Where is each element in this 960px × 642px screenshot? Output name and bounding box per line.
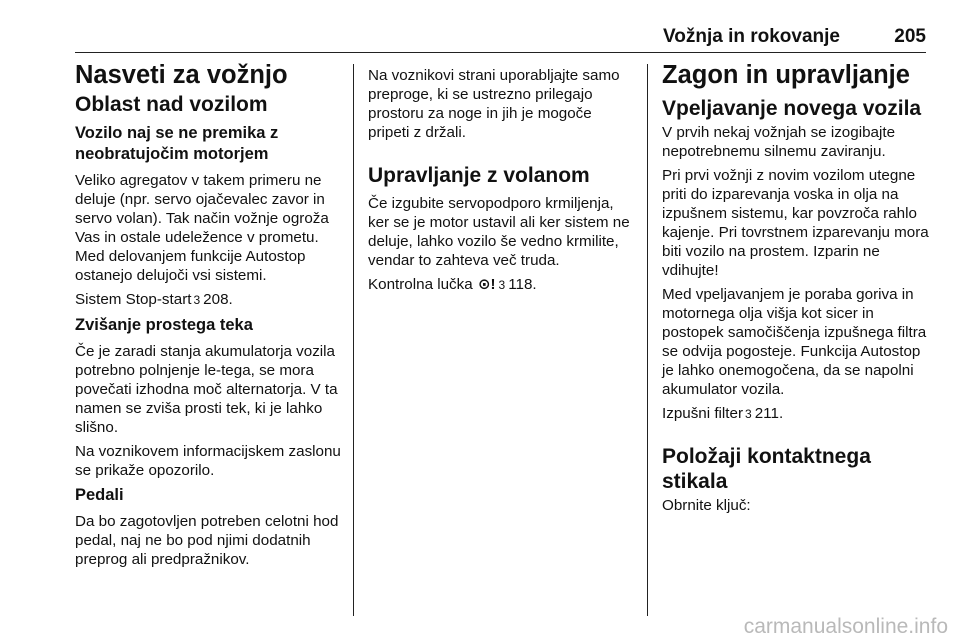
ref-text: Sistem Stop-start bbox=[75, 291, 192, 308]
subsection-ignition-positions: Položaji kontaktnega stikala bbox=[662, 445, 871, 493]
paragraph: Med vpeljavanjem je poraba goriva in motornega olja višja kot sicer in postopek samočiščenja izpušnega filtra se odvija pogosteje. Funkcija Autostop je lahko onemogočena, da se napolni akumulator vozila. bbox=[662, 286, 927, 398]
ref-page-link[interactable]: 118. bbox=[508, 276, 537, 293]
cross-reference-arrow-icon: 3 bbox=[498, 278, 506, 292]
ref-text: Kontrolna lučka bbox=[368, 276, 473, 293]
header-rule bbox=[75, 52, 926, 53]
paragraph: Da bo zagotovljen potreben celotni hod pedal, naj ne bo pod njimi dodatnih preprog ali predpražnikov. bbox=[75, 513, 339, 568]
paragraph: V prvih nekaj vožnjah se izogibajte nepotrebnemu silnemu zaviranju. bbox=[662, 124, 896, 160]
subsection-steering: Upravljanje z volanom bbox=[368, 164, 590, 187]
column-divider-2 bbox=[647, 64, 648, 616]
paragraph: Če je zaradi stanja akumulatorja vozila potrebno polnjenje le-tega, se mora povečati izhodna moč alternatorja. V ta namen se zviša prosti tek, ki je lahko slišno. bbox=[75, 343, 338, 436]
section-title-starting: Zagon in upravljanje bbox=[662, 61, 910, 89]
section-title-driving-tips: Nasveti za vožnjo bbox=[75, 61, 288, 89]
paragraph: Na voznikovem informacijskem zaslonu se prikaže opozorilo. bbox=[75, 443, 341, 479]
paragraph: Če izgubite servopodporo krmiljenja, ker se je motor ustavil ali ker sistem ne deluje, lahko vozilo še vedno krmilite, vendar to zahteva več truda. bbox=[368, 195, 630, 269]
page-number: 205 bbox=[894, 26, 926, 47]
paragraph: Obrnite ključ: bbox=[662, 497, 751, 514]
paragraph-stop-start-ref bbox=[75, 290, 343, 310]
ref-text: Izpušni filter bbox=[662, 405, 744, 422]
paragraph-warning-lamp-ref bbox=[368, 275, 636, 295]
paragraph: Pri prvi vožnji z novim vozilom utegne priti do izparevanja voska in olja na izpušnem sistemu, kar povzroča rahlo kajenje. Pri tovrstnem izparevanju mora biti vozilo na prostem. Izparin ne vdihujte! bbox=[662, 167, 929, 279]
ref-page-link[interactable]: 208. bbox=[203, 291, 233, 308]
paragraph: Veliko agregatov v takem primeru ne deluje (npr. servo ojačevalec zavor in servo volan). Tak način vožnje ogroža Vas in ostale udeležence v prometu. Med delovanjem funkcije Autostop ostanejo delujoči vsi sistemi. bbox=[75, 172, 329, 284]
cross-reference-arrow-icon: 3 bbox=[745, 407, 752, 421]
heading-idle-speed: Zvišanje prostega teka bbox=[75, 316, 253, 334]
heading-coasting: Vozilo naj se ne premika z neobratujočim motorjem bbox=[75, 124, 279, 163]
power-steering-warning-icon: ⊙! bbox=[477, 276, 496, 293]
cross-reference-arrow-icon: 3 bbox=[193, 293, 201, 307]
column-3 bbox=[662, 58, 930, 520]
subsection-running-in: Vpeljavanje novega vozila bbox=[662, 97, 922, 120]
column-divider-1 bbox=[353, 64, 354, 616]
column-2 bbox=[368, 66, 636, 300]
subsection-vehicle-control: Oblast nad vozilom bbox=[75, 93, 268, 116]
paragraph-exhaust-filter-ref bbox=[662, 404, 930, 424]
header-title: Vožnja in rokovanje bbox=[662, 26, 840, 47]
watermark: carmanualsonline.info bbox=[743, 615, 948, 638]
paragraph: Na voznikovi strani uporabljajte samo preproge, ki se ustrezno prilegajo prostoru za noge in jih je mogoče pripeti z držali. bbox=[368, 67, 620, 141]
heading-pedals: Pedali bbox=[75, 486, 124, 504]
column-1 bbox=[75, 58, 343, 574]
page-header bbox=[75, 26, 926, 52]
ref-page-link[interactable]: 211. bbox=[754, 405, 784, 422]
